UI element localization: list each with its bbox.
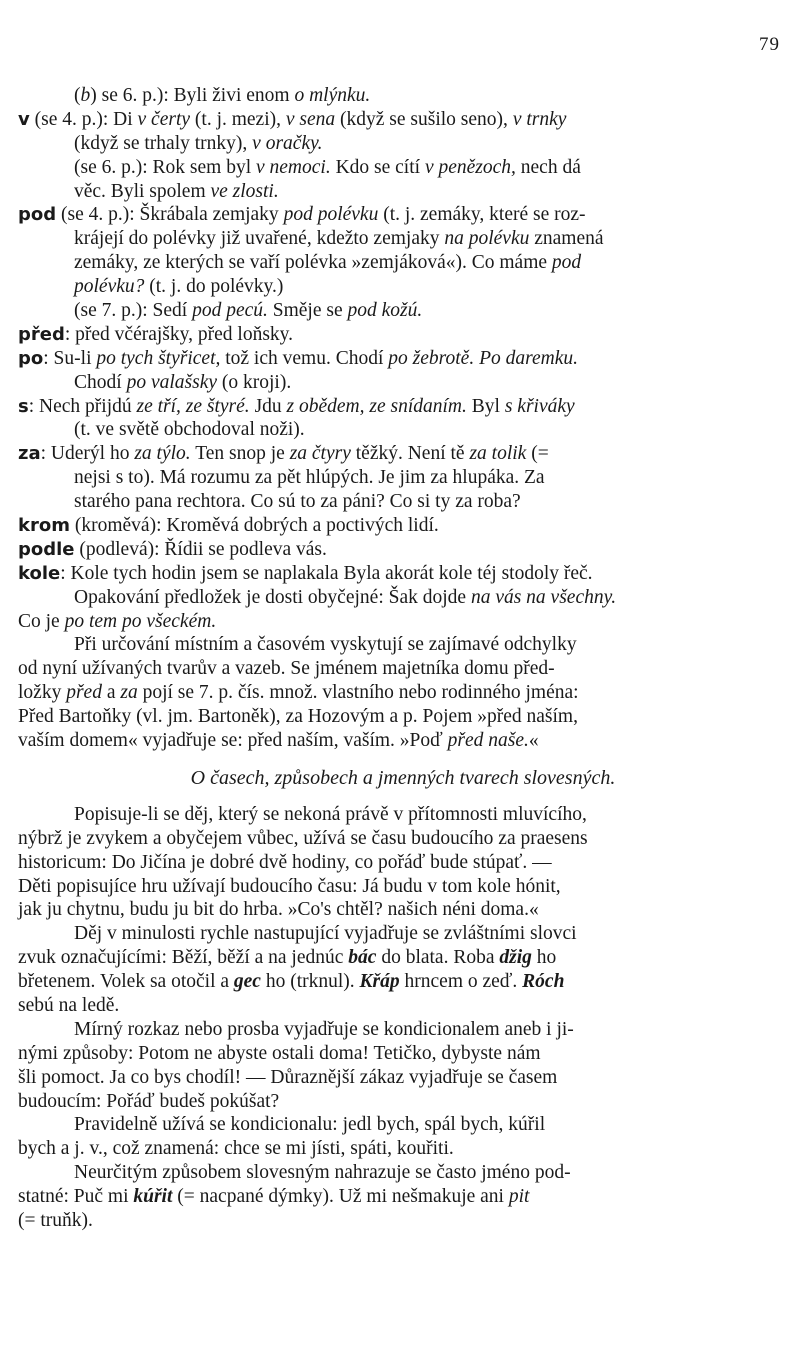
text-line: starého pana rechtora. Co sú to za páni? Co si ty za roba? — [74, 491, 521, 513]
text-line: (= truňk). — [18, 1209, 93, 1231]
text-line: podle (podlevá): Řídii se podleva vás. — [18, 538, 327, 560]
text-line: (když se trhaly trnky), v oračky. — [74, 132, 323, 154]
text-line: zvuk označujícími: Běží, běží a na jednúc bác do blata. Roba džig ho — [18, 947, 557, 969]
text-line: v (se 4. p.): Di v čerty (t. j. mezi), v sena (když se sušilo seno), v trnky — [18, 108, 567, 130]
text-line: Neurčitým způsobem slovesným nahrazuje se často jméno pod- — [74, 1162, 571, 1184]
text-line: po: Su-li po tych štyřicet, tož ich vemu. Chodí po žebrotě. Po daremku. — [18, 347, 578, 369]
text-line: nejsi s to). Má rozumu za pět hlúpých. Je jim za hlupáka. Za — [74, 467, 545, 489]
text-line: polévku? (t. j. do polévky.) — [74, 276, 284, 298]
text-line: (se 6. p.): Rok sem byl v nemoci. Kdo se cítí v penězoch, nech dá — [74, 156, 581, 178]
keyword: kole — [18, 562, 61, 584]
keyword: před — [18, 323, 65, 345]
text-line: věc. Byli spolem ve zlosti. — [74, 180, 279, 202]
text-line: Před Bartoňky (vl. jm. Bartoněk), za Hozovým a p. Pojem »před naším, — [18, 706, 578, 728]
text-line: bych a j. v., což znamená: chce se mi jísti, spáti, kouřiti. — [18, 1138, 454, 1160]
page-number: 79 — [759, 34, 780, 55]
text-line: vaším domem« vyjadřuje se: před naším, vaším. »Poď před naše.« — [18, 730, 539, 752]
keyword: krom — [18, 515, 70, 537]
keyword: s — [18, 395, 29, 417]
text-line: jak ju chytnu, budu ju bit do hrba. »Co's chtěl? našich néni doma.« — [18, 899, 539, 921]
text-line: krom (kroměvá): Kroměvá dobrých a poctivých lidí. — [18, 515, 439, 537]
keyword: za — [18, 443, 41, 465]
text-line: nýbrž je zvykem a obyčejem vůbec, užívá se času budoucího za praesens — [18, 827, 588, 849]
text-line: Při určování místním a časovém vyskytují se zajímavé odchylky — [74, 634, 577, 656]
keyword: pod — [18, 204, 57, 226]
text-line: Chodí po valašsky (o kroji). — [74, 371, 292, 393]
text-line: Pravidelně užívá se kondicionalu: jedl bych, spál bych, kúřil — [74, 1114, 546, 1136]
text-line: (t. ve světě obchodoval noži). — [74, 419, 305, 441]
text-line: od nyní užívaných tvarův a vazeb. Se jménem majetníka domu před- — [18, 658, 555, 680]
keyword: podle — [18, 538, 75, 560]
text-line: břetenem. Volek sa otočil a gec ho (trknul). Křáp hrncem o zeď. Róch — [18, 971, 565, 993]
text-line: s: Nech přijdú ze tří, ze štyré. Jdu z obědem, ze snídaním. Byl s křiváky — [18, 395, 575, 417]
text-line: pod (se 4. p.): Škrábala zemjaky pod polévku (t. j. zemáky, které se roz- — [18, 204, 586, 226]
page-body — [18, 84, 788, 1233]
text-line: budoucím: Pořáď budeš pokúšat? — [18, 1090, 280, 1112]
section-title: O časech, způsobech a jmenných tvarech slovesných. — [190, 766, 616, 789]
keyword: v — [18, 108, 30, 130]
text-line: šli pomoct. Ja co bys chodíl! — Důraznější zákaz vyjadřuje se časem — [18, 1066, 558, 1088]
text-line: Děj v minulosti rychle nastupující vyjadřuje se zvláštními slovci — [74, 923, 577, 945]
keyword: po — [18, 347, 44, 369]
text-line: před: před včérajšky, před loňsky. — [18, 323, 294, 345]
text-line: Co je po tem po všeckém. — [18, 610, 217, 632]
text-line: (b) se 6. p.): Byli živi enom o mlýnku. — [74, 85, 371, 106]
text-line: Mírný rozkaz nebo prosba vyjadřuje se kondicionalem aneb i ji- — [74, 1018, 574, 1040]
text-line: zemáky, ze kterých se vaří polévka »zemjáková«). Co máme pod — [74, 252, 582, 274]
text-line: (se 7. p.): Sedí pod pecú. Směje se pod kožú. — [74, 300, 423, 322]
text-line: krájejí do polévky již uvařené, kdežto zemjaky na polévku znamená — [74, 228, 604, 250]
text-line: nými způsoby: Potom ne abyste ostali doma! Tetičko, dybyste nám — [18, 1042, 541, 1064]
text-line: Opakování předložek je dosti obyčejné: Šak dojde na vás na všechny. — [74, 586, 617, 608]
text-line: historicum: Do Jičína je dobré dvě hodiny, co pořáď bude stúpať. — — [18, 851, 552, 873]
text-line: Popisuje-li se děj, který se nekoná právě v přítomnosti mluvícího, — [74, 803, 587, 825]
text-line: sebú na ledě. — [18, 994, 120, 1016]
text-line: ložky před a za pojí se 7. p. čís. množ. vlastního nebo rodinného jména: — [18, 682, 579, 704]
text-line: kole: Kole tych hodin jsem se naplakala Byla akorát kole téj stodoly řeč. — [18, 562, 593, 584]
text-line: za: Uderýl ho za týlo. Ten snop je za čtyry těžký. Není tě za tolik (= — [18, 443, 549, 465]
text-line: statné: Puč mi kúřit (= nacpané dýmky). Už mi nešmakuje ani pit — [18, 1186, 530, 1208]
text-line: Děti popisujíce hru užívají budoucího času: Já budu v tom kole hónit, — [18, 875, 561, 897]
